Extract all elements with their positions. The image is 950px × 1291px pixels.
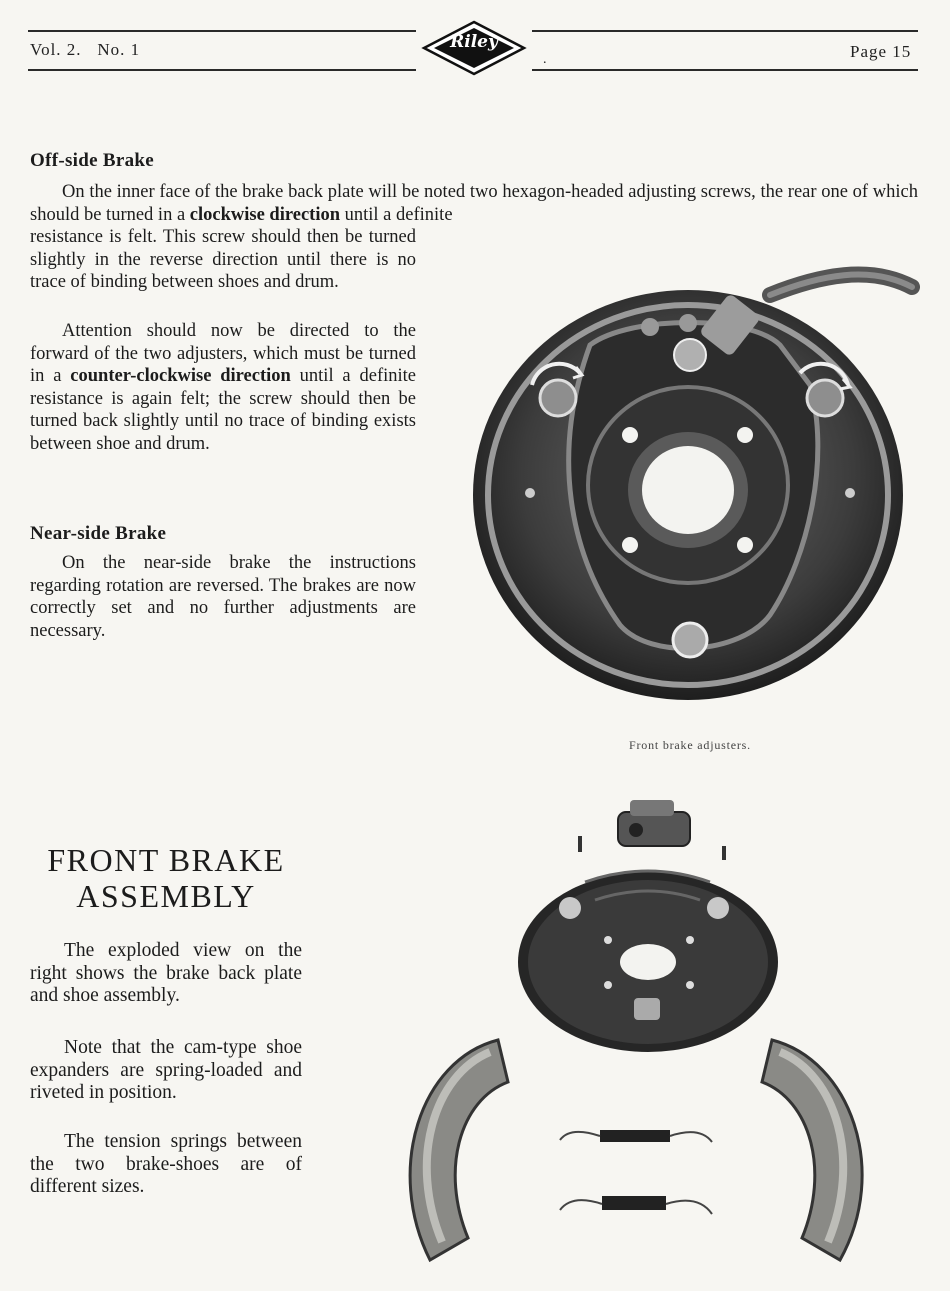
assembly-heading [20, 842, 312, 914]
header-dot: . [543, 52, 547, 67]
assembly-heading-line-2: ASSEMBLY [76, 878, 256, 914]
assembly-p1-text: The exploded view on the right shows the brake back plate and shoe assembly. [30, 940, 302, 1007]
offside-paragraph-1 [30, 181, 918, 226]
assembly-paragraph-1 [30, 940, 302, 1008]
nearside-heading: Near-side Brake [30, 523, 167, 544]
exploded-brake-assembly-photo [390, 790, 910, 1280]
header-rule-left-bottom [28, 69, 416, 71]
volume-label [30, 40, 140, 60]
offside-paragraph-2 [30, 320, 416, 455]
header-rule-left-top [28, 30, 416, 32]
header-rule-right-top [532, 30, 918, 32]
issue-number: No. 1 [97, 40, 141, 59]
assembly-paragraph-3 [30, 1131, 302, 1199]
offside-heading: Off-side Brake [30, 150, 154, 171]
offside-p1-text-a: On the inner face of the brake back plate will be noted two hexagon-headed adjusting screws, the rear one of which should be turned in a [30, 182, 918, 225]
offside-p2-text-a: Attention should now be directed to the forward of the two adjusters, which must be turned in a [30, 321, 416, 386]
page-number: Page 15 [850, 42, 912, 61]
nearside-p1-text: On the near-side brake the instructions regarding rotation are reversed. The brakes are now correctly set and no further adjustments are necessary. [30, 553, 416, 641]
assembly-p2-text: Note that the cam-type shoe expanders are spring-loaded and riveted in position. [30, 1037, 302, 1104]
offside-p1-bold: clockwise direction [189, 204, 341, 225]
nearside-paragraph [30, 552, 416, 642]
assembly-p3-text: The tension springs between the two brake-shoes are of different sizes. [30, 1131, 302, 1198]
brake-adjusters-photo [470, 255, 920, 715]
header-rule-right-bottom [532, 69, 918, 71]
offside-p2-text-b: until a definite resistance is again felt; the screw should then be turned back slightly until no trace of binding exists between shoe and drum. [30, 366, 416, 454]
offside-p1-text-b: until a definite [340, 204, 453, 225]
logo-lettering: Riley [450, 32, 498, 52]
figure-1-caption: Front brake adjusters. [629, 738, 751, 752]
offside-p2-bold: counter-clockwise direction [70, 366, 291, 386]
assembly-paragraph-2 [30, 1037, 302, 1105]
volume-text: Vol. 2. [30, 40, 82, 59]
assembly-heading-line-1: FRONT BRAKE [47, 842, 285, 878]
offside-paragraph-1-cont: resistance is felt. This screw should then be turned slightly in the reverse direction until there is no trace of binding between shoes and drum. [30, 227, 416, 292]
